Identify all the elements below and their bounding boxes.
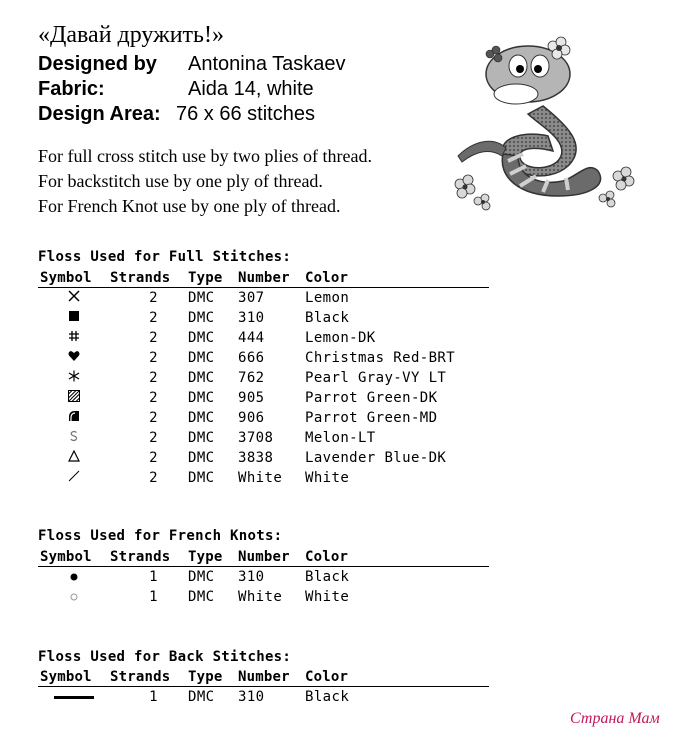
strands-cell: 2 bbox=[149, 310, 158, 326]
type-cell: DMC bbox=[188, 390, 215, 406]
strands-cell: 2 bbox=[149, 450, 158, 466]
color-cell: Parrot Green-MD bbox=[305, 410, 438, 426]
strands-cell: 1 bbox=[149, 569, 158, 585]
instruction-line: For full cross stitch use by two plies of thread. bbox=[38, 146, 372, 166]
table-row bbox=[38, 448, 489, 468]
strands-cell: 2 bbox=[149, 290, 158, 306]
number-cell: 906 bbox=[238, 410, 265, 426]
table-row bbox=[38, 348, 489, 368]
table-row bbox=[38, 687, 489, 707]
quarter-circle-icon bbox=[68, 409, 80, 429]
meta-value: 76 x 66 stitches bbox=[176, 103, 315, 125]
table-row bbox=[38, 567, 489, 587]
meta-value: Antonina Taskaev bbox=[188, 53, 346, 75]
strands-cell: 2 bbox=[149, 330, 158, 346]
table-row bbox=[38, 468, 489, 488]
snake-illustration bbox=[448, 36, 638, 212]
table-row bbox=[38, 388, 489, 408]
x-mark-icon bbox=[68, 289, 80, 309]
type-cell: DMC bbox=[188, 290, 215, 306]
number-cell: 666 bbox=[238, 350, 265, 366]
color-cell: Melon-LT bbox=[305, 430, 376, 446]
heart-icon bbox=[68, 349, 80, 369]
color-cell: White bbox=[305, 470, 350, 486]
watermark: Страна Мам bbox=[570, 710, 660, 727]
type-cell: DMC bbox=[188, 470, 215, 486]
type-cell: DMC bbox=[188, 450, 215, 466]
slash-icon bbox=[68, 469, 80, 489]
pattern-title: «Давай дружить!» bbox=[38, 22, 224, 48]
header-strands: Strands bbox=[110, 270, 171, 286]
number-cell: 3838 bbox=[238, 450, 274, 466]
color-cell: White bbox=[305, 589, 350, 605]
table-row bbox=[38, 308, 489, 328]
number-cell: 307 bbox=[238, 290, 265, 306]
symbol-cell bbox=[38, 388, 110, 408]
color-cell: Lemon bbox=[305, 290, 350, 306]
full-stitches-table bbox=[38, 269, 489, 488]
meta-fabric bbox=[38, 77, 346, 102]
header-number: Number bbox=[238, 549, 290, 565]
pattern-meta bbox=[38, 52, 346, 127]
thick-line-icon bbox=[52, 688, 96, 708]
table-row bbox=[38, 408, 489, 428]
french-knots-title: Floss Used for French Knots: bbox=[38, 528, 283, 544]
header-type: Type bbox=[188, 669, 223, 685]
table-row bbox=[38, 428, 489, 448]
filled-square-icon bbox=[68, 309, 80, 329]
symbol-cell bbox=[38, 428, 110, 448]
color-cell: Lavender Blue-DK bbox=[305, 450, 447, 466]
type-cell: DMC bbox=[188, 330, 215, 346]
number-cell: 310 bbox=[238, 569, 265, 585]
symbol-cell bbox=[38, 587, 110, 607]
color-cell: Black bbox=[305, 310, 350, 326]
instruction-line: For backstitch use by one ply of thread. bbox=[38, 171, 323, 191]
symbol-cell bbox=[38, 448, 110, 468]
color-cell: Parrot Green-DK bbox=[305, 390, 438, 406]
color-cell: Black bbox=[305, 689, 350, 705]
number-cell: White bbox=[238, 470, 283, 486]
symbol-cell bbox=[38, 567, 110, 587]
type-cell: DMC bbox=[188, 569, 215, 585]
table-row bbox=[38, 328, 489, 348]
strands-cell: 2 bbox=[149, 390, 158, 406]
strands-cell: 2 bbox=[149, 350, 158, 366]
header-number: Number bbox=[238, 270, 290, 286]
instruction-line: For French Knot use by one ply of thread. bbox=[38, 196, 341, 216]
back-stitches-rows bbox=[38, 687, 489, 707]
color-cell: Black bbox=[305, 569, 350, 585]
back-stitches-table bbox=[38, 668, 489, 707]
strands-cell: 2 bbox=[149, 470, 158, 486]
type-cell: DMC bbox=[188, 589, 215, 605]
header-symbol: Symbol bbox=[40, 549, 92, 565]
number-cell: 762 bbox=[238, 370, 265, 386]
header-symbol: Symbol bbox=[40, 270, 92, 286]
hash-icon bbox=[68, 329, 80, 349]
table-header bbox=[38, 668, 489, 687]
color-cell: Pearl Gray-VY LT bbox=[305, 370, 447, 386]
type-cell: DMC bbox=[188, 310, 215, 326]
type-cell: DMC bbox=[188, 430, 215, 446]
color-cell: Lemon-DK bbox=[305, 330, 376, 346]
table-row bbox=[38, 368, 489, 388]
strands-cell: 1 bbox=[149, 689, 158, 705]
instructions bbox=[38, 144, 372, 219]
header-color: Color bbox=[305, 549, 349, 565]
header-color: Color bbox=[305, 669, 349, 685]
symbol-cell bbox=[38, 348, 110, 368]
number-cell: 905 bbox=[238, 390, 265, 406]
number-cell: 310 bbox=[238, 310, 265, 326]
filled-dot-icon bbox=[69, 568, 79, 588]
full-stitches-rows bbox=[38, 288, 489, 488]
hatched-square-icon bbox=[68, 389, 80, 409]
open-dot-icon bbox=[69, 588, 79, 608]
header-strands: Strands bbox=[110, 549, 171, 565]
meta-designer bbox=[38, 52, 346, 77]
symbol-cell bbox=[38, 288, 110, 308]
strands-cell: 2 bbox=[149, 430, 158, 446]
back-stitches-title: Floss Used for Back Stitches: bbox=[38, 649, 292, 665]
table-row bbox=[38, 288, 489, 308]
table-row bbox=[38, 587, 489, 607]
french-knots-rows bbox=[38, 567, 489, 607]
symbol-cell bbox=[38, 408, 110, 428]
header-strands: Strands bbox=[110, 669, 171, 685]
symbol-cell bbox=[38, 468, 110, 488]
table-header bbox=[38, 269, 489, 288]
meta-label: Designed by bbox=[38, 53, 157, 75]
type-cell: DMC bbox=[188, 410, 215, 426]
header-color: Color bbox=[305, 270, 349, 286]
full-stitches-title: Floss Used for Full Stitches: bbox=[38, 249, 292, 265]
number-cell: 310 bbox=[238, 689, 265, 705]
header-symbol: Symbol bbox=[40, 669, 92, 685]
meta-value: Aida 14, white bbox=[188, 78, 314, 100]
header-type: Type bbox=[188, 549, 223, 565]
asterisk-icon bbox=[68, 369, 80, 389]
symbol-cell bbox=[38, 368, 110, 388]
strands-cell: 1 bbox=[149, 589, 158, 605]
strands-cell: 2 bbox=[149, 370, 158, 386]
french-knots-table bbox=[38, 548, 489, 607]
symbol-cell bbox=[38, 687, 110, 707]
header-number: Number bbox=[238, 669, 290, 685]
strands-cell: 2 bbox=[149, 410, 158, 426]
meta-label: Design Area: bbox=[38, 103, 161, 125]
type-cell: DMC bbox=[188, 350, 215, 366]
color-cell: Christmas Red-BRT bbox=[305, 350, 456, 366]
symbol-cell bbox=[38, 328, 110, 348]
meta-design-area bbox=[38, 102, 346, 127]
number-cell: White bbox=[238, 589, 283, 605]
type-cell: DMC bbox=[188, 370, 215, 386]
number-cell: 3708 bbox=[238, 430, 274, 446]
symbol-cell bbox=[38, 308, 110, 328]
type-cell: DMC bbox=[188, 689, 215, 705]
header-type: Type bbox=[188, 270, 223, 286]
meta-label: Fabric: bbox=[38, 78, 105, 100]
swirl-icon bbox=[68, 429, 80, 449]
number-cell: 444 bbox=[238, 330, 265, 346]
table-header bbox=[38, 548, 489, 567]
triangle-icon bbox=[68, 449, 80, 469]
